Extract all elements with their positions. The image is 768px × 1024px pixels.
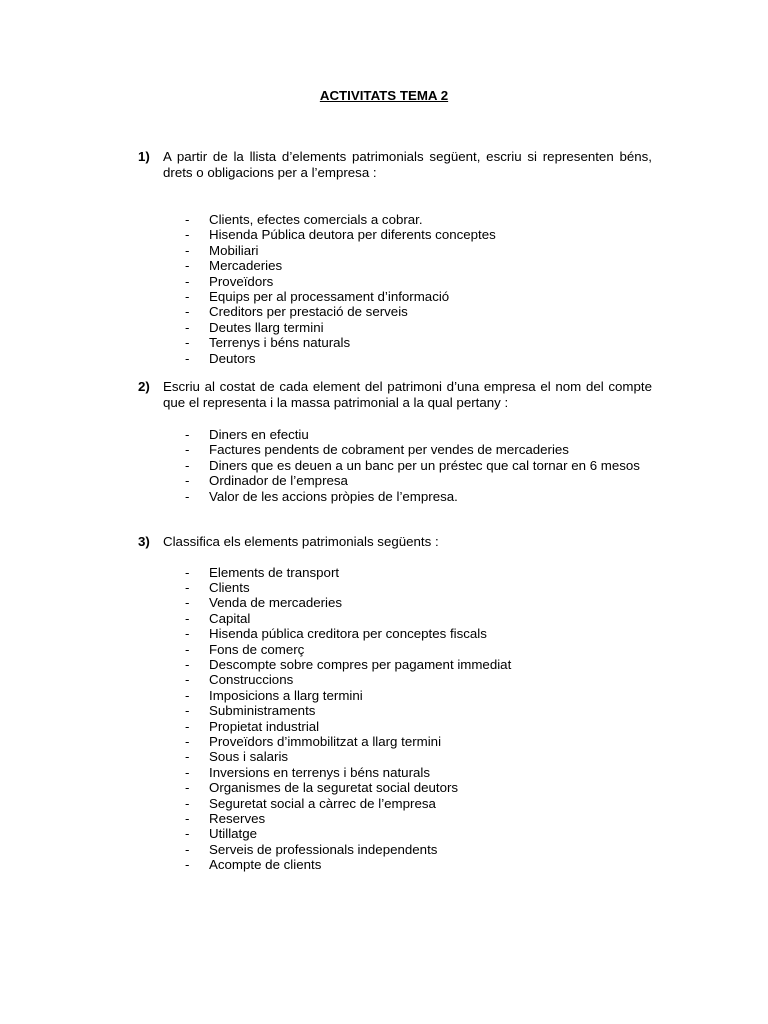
list-item xyxy=(185,473,652,488)
list-item xyxy=(185,780,652,795)
list-item xyxy=(185,734,652,749)
document-title: ACTIVITATS TEMA 2 xyxy=(319,88,449,103)
list-item-text: Subministraments xyxy=(209,703,316,719)
list-item xyxy=(185,227,652,242)
list-item xyxy=(185,427,652,442)
question-number: 1) xyxy=(138,149,150,164)
list-bullet: - xyxy=(185,442,190,458)
list-bullet: - xyxy=(185,258,190,274)
list-item-text: Diners que es deuen a un banc per un préstec que cal tornar en 6 mesos xyxy=(209,457,640,473)
list-item xyxy=(185,565,652,580)
list-item xyxy=(185,458,652,473)
list-item-text: Capital xyxy=(209,610,251,626)
list-item xyxy=(185,611,652,626)
list-bullet: - xyxy=(185,289,190,305)
question-header xyxy=(138,379,652,410)
list-item xyxy=(185,796,652,811)
list-item xyxy=(185,842,652,857)
list-item-text: Elements de transport xyxy=(209,564,340,580)
list-bullet: - xyxy=(185,227,190,243)
list-item-text: Clients, efectes comercials a cobrar. xyxy=(209,212,423,227)
list-item xyxy=(185,289,652,304)
list-item xyxy=(185,351,652,366)
list-item-text: Organismes de la seguretat social deutors xyxy=(209,780,459,796)
list-bullet: - xyxy=(185,212,190,227)
list-item-text: Terrenys i béns naturals xyxy=(209,335,351,351)
question-items-list xyxy=(185,212,652,366)
list-bullet: - xyxy=(185,826,190,842)
list-item-text: Creditors per prestació de serveis xyxy=(209,304,408,320)
question-text: A partir de la llista d’elements patrimonials següent, escriu si representen béns, drets o obligacions per a l’empresa : xyxy=(163,149,652,180)
list-item xyxy=(185,765,652,780)
list-item-text: Diners en efectiu xyxy=(209,427,309,442)
list-item xyxy=(185,442,652,457)
list-bullet: - xyxy=(185,335,190,351)
question-number: 3) xyxy=(138,534,150,549)
list-item-text: Inversions en terrenys i béns naturals xyxy=(209,764,430,780)
question-number: 2) xyxy=(138,379,150,394)
list-bullet: - xyxy=(185,273,190,289)
list-item xyxy=(185,335,652,350)
question-items-list xyxy=(185,565,652,873)
list-item xyxy=(185,749,652,764)
list-item xyxy=(185,672,652,687)
list-bullet: - xyxy=(185,656,190,672)
list-bullet: - xyxy=(185,564,190,580)
list-item-text: Deutors xyxy=(209,350,256,366)
list-bullet: - xyxy=(185,427,190,442)
list-item xyxy=(185,811,652,826)
list-item-text: Mobiliari xyxy=(209,242,259,258)
question-text: Escriu al costat de cada element del patrimoni d’una empresa el nom del compte que el representa i la massa patrimonial a la qual pertany : xyxy=(163,379,652,410)
list-item-text: Proveïdors xyxy=(209,273,274,289)
list-item xyxy=(185,857,652,872)
question-2 xyxy=(138,379,652,504)
list-item xyxy=(185,274,652,289)
question-header xyxy=(138,149,652,180)
list-item-text: Serveis de professionals independents xyxy=(209,841,438,857)
list-item-text: Deutes llarg termini xyxy=(209,319,324,335)
question-header xyxy=(138,534,652,550)
list-item-text: Reserves xyxy=(209,811,266,826)
list-item xyxy=(185,243,652,258)
list-item xyxy=(185,657,652,672)
list-item-text: Construccions xyxy=(209,672,294,688)
list-item xyxy=(185,688,652,703)
list-item-text: Utillatge xyxy=(209,826,258,842)
list-bullet: - xyxy=(185,703,190,719)
question-3 xyxy=(138,534,652,873)
list-bullet: - xyxy=(185,841,190,857)
list-item xyxy=(185,258,652,273)
list-bullet: - xyxy=(185,319,190,335)
list-item xyxy=(185,580,652,595)
list-item xyxy=(185,304,652,319)
question-text: Classifica els elements patrimonials següents : xyxy=(163,534,439,549)
list-item-text: Hisenda pública creditora per conceptes fiscals xyxy=(209,626,487,642)
list-item xyxy=(185,595,652,610)
list-bullet: - xyxy=(185,795,190,811)
list-item-text: Factures pendents de cobrament per vendes de mercaderies xyxy=(209,442,569,458)
list-item-text: Seguretat social a càrrec de l’empresa xyxy=(209,795,436,811)
list-bullet: - xyxy=(185,749,190,765)
list-item-text: Acompte de clients xyxy=(209,857,322,873)
list-item-text: Ordinador de l’empresa xyxy=(209,473,348,489)
list-item-text: Sous i salaris xyxy=(209,749,289,765)
list-item xyxy=(185,626,652,641)
list-bullet: - xyxy=(185,672,190,688)
list-bullet: - xyxy=(185,473,190,489)
list-bullet: - xyxy=(185,457,190,473)
list-item-text: Propietat industrial xyxy=(209,718,320,734)
list-bullet: - xyxy=(185,610,190,626)
list-item xyxy=(185,212,652,227)
list-bullet: - xyxy=(185,811,190,826)
list-bullet: - xyxy=(185,718,190,734)
question-items-list xyxy=(185,427,652,504)
list-bullet: - xyxy=(185,641,190,657)
list-bullet: - xyxy=(185,764,190,780)
list-item xyxy=(185,826,652,841)
list-bullet: - xyxy=(185,687,190,703)
list-bullet: - xyxy=(185,780,190,796)
list-bullet: - xyxy=(185,733,190,749)
list-bullet: - xyxy=(185,488,190,504)
list-bullet: - xyxy=(185,304,190,320)
list-item-text: Imposicions a llarg termini xyxy=(209,687,363,703)
list-item xyxy=(185,642,652,657)
list-item xyxy=(185,703,652,718)
list-item xyxy=(185,320,652,335)
list-bullet: - xyxy=(185,626,190,642)
list-item-text: Equips per al processament d’informació xyxy=(209,289,450,305)
list-item-text: Clients xyxy=(209,579,250,595)
list-bullet: - xyxy=(185,350,190,366)
list-item xyxy=(185,489,652,504)
list-item-text: Mercaderies xyxy=(209,258,283,274)
list-item-text: Fons de comerç xyxy=(209,641,305,657)
list-bullet: - xyxy=(185,595,190,611)
list-item xyxy=(185,719,652,734)
list-bullet: - xyxy=(185,579,190,595)
list-item-text: Valor de les accions pròpies de l’empresa. xyxy=(209,488,458,504)
list-bullet: - xyxy=(185,242,190,258)
list-item-text: Descompte sobre compres per pagament immediat xyxy=(209,656,512,672)
list-bullet: - xyxy=(185,857,190,873)
list-item-text: Venda de mercaderies xyxy=(209,595,343,611)
list-item-text: Proveïdors d’immobilitzat a llarg termini xyxy=(209,733,442,749)
list-item-text: Hisenda Pública deutora per diferents conceptes xyxy=(209,227,496,243)
question-1 xyxy=(138,149,652,366)
